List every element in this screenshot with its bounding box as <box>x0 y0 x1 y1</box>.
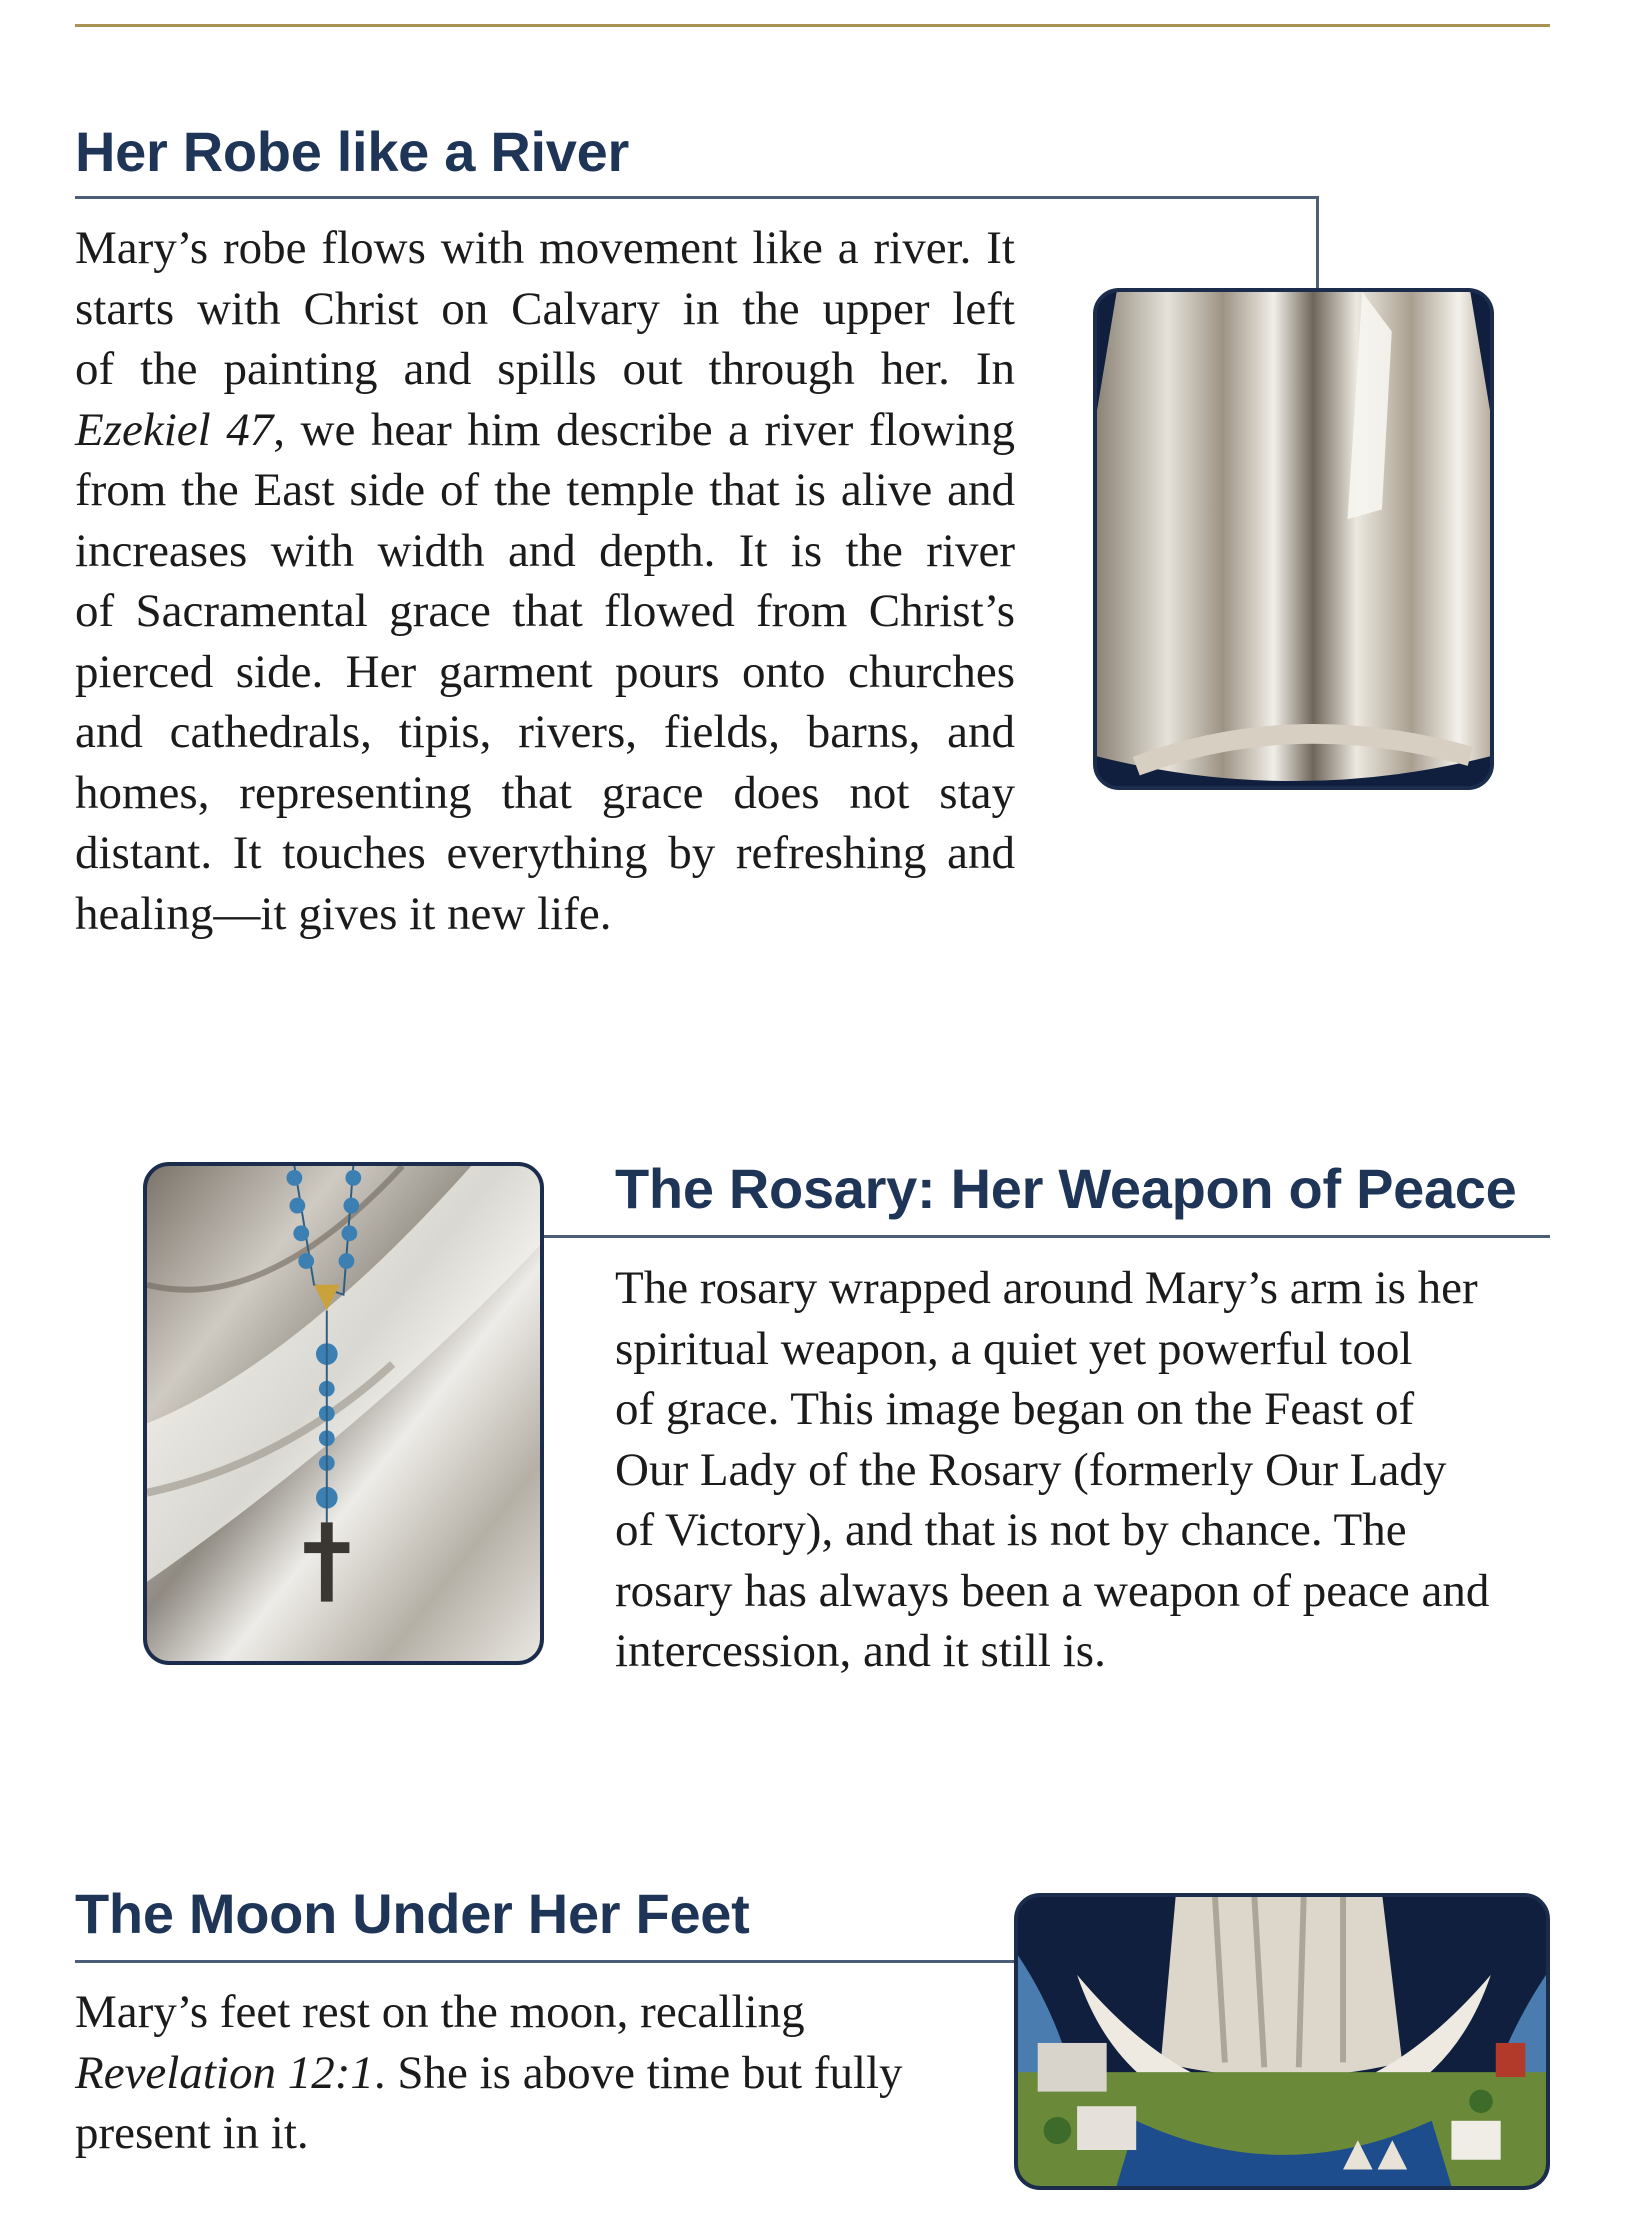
section-body: Mary’s robe flows with movement like a river. It starts with Christ on Calvary in the upper left of the painting and spills out through her. In Ezekiel 47, we hear him describe a river flowing from the East side of the temple that is alive and increases with width and depth. It is the river of Sacramental grace that flowed from Christ’s pierced side. Her garment pours onto churches and cathedrals, tipis, rivers, fields, barns, and homes, representing that grace does not stay distant. It touches everything by refreshing and healing—it gives it new life. <box>75 222 1015 940</box>
connector-line <box>75 196 1319 199</box>
section-title: The Rosary: Her Weapon of Peace <box>615 1157 1517 1220</box>
section-title: The Moon Under Her Feet <box>75 1882 750 1945</box>
moon-painting-image <box>1014 1893 1550 2190</box>
connector-line <box>544 1235 1550 1238</box>
section-body: The rosary wrapped around Mary’s arm is her spiritual weapon, a quiet yet powerful tool of grace. This image began on the Feast of Our Lady of the Rosary (formerly Our Lady of Victory), and that is not by chance. The rosary has always been a weapon of peace and intercession, and it still is. <box>615 1262 1490 1677</box>
connector-line <box>1316 196 1319 292</box>
section-body: Mary’s feet rest on the moon, recalling Revelation 12:1. She is above time but fully present in it. <box>75 1986 903 2159</box>
rosary-painting-image <box>143 1162 544 1665</box>
connector-line <box>75 1960 1015 1963</box>
top-gold-rule <box>75 24 1550 27</box>
section-title: Her Robe like a River <box>75 120 629 183</box>
robe-painting-image <box>1093 288 1494 790</box>
